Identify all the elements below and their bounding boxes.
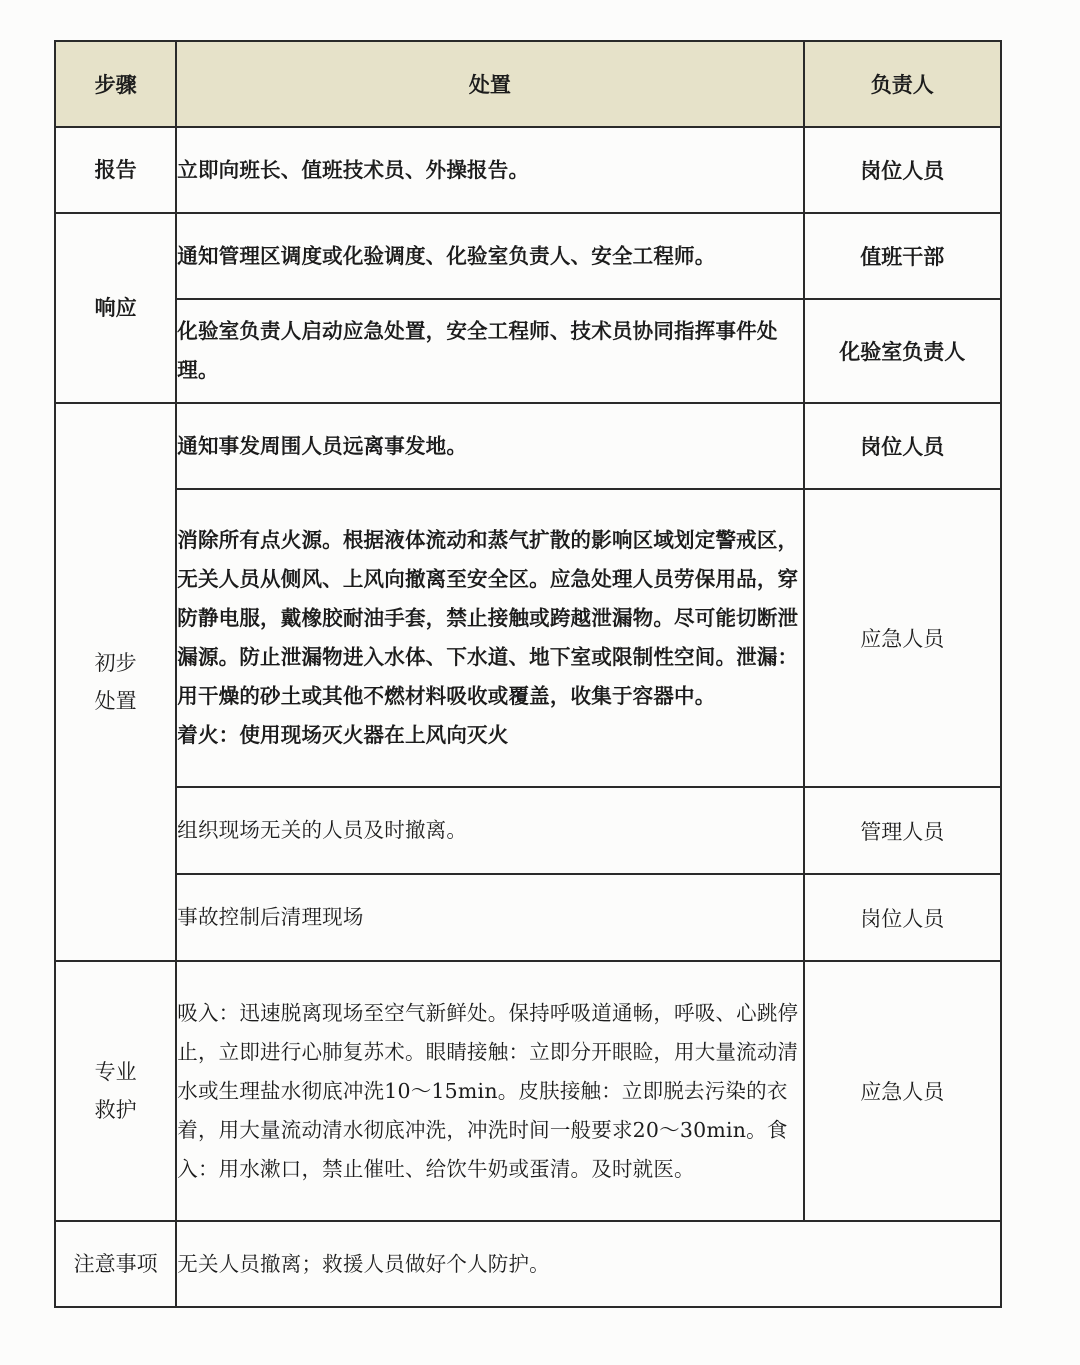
- step-notes: 注意事项: [55, 1221, 176, 1307]
- table-row: [55, 127, 1001, 213]
- owner-initial-3: 管理人员: [804, 787, 1001, 874]
- header-action: 处置: [176, 41, 803, 127]
- step-report: 报告: [55, 127, 176, 213]
- step-initial: 初步 处置: [55, 403, 176, 961]
- action-response-1: 通知管理区调度或化验调度、化验室负责人、安全工程师。: [176, 213, 803, 299]
- table-header-row: [55, 41, 1001, 127]
- table-row: [55, 961, 1001, 1221]
- action-report: 立即向班长、值班技术员、外操报告。: [176, 127, 803, 213]
- header-step: 步骤: [55, 41, 176, 127]
- header-owner: 负责人: [804, 41, 1001, 127]
- table-row: [55, 787, 1001, 874]
- step-rescue: 专业 救护: [55, 961, 176, 1221]
- action-notes: 无关人员撤离；救援人员做好个人防护。: [176, 1221, 1001, 1307]
- action-response-2: 化验室负责人启动应急处置，安全工程师、技术员协同指挥事件处理。: [176, 299, 803, 403]
- action-initial-2: 消除所有点火源。根据液体流动和蒸气扩散的影响区域划定警戒区，无关人员从侧风、上风向撤离至安全区。应急处理人员劳保用品，穿防静电服，戴橡胶耐油手套，禁止接触或跨越泄漏物。尽可能切断泄漏源。防止泄漏物进入水体、下水道、地下室或限制性空间。泄漏：用干燥的砂土或其他不燃材料吸收或覆盖，收集于容器中。 着火：使用现场灭火器在上风向灭火: [176, 489, 803, 787]
- owner-report: 岗位人员: [804, 127, 1001, 213]
- table-row: [55, 403, 1001, 489]
- table-row: [55, 489, 1001, 787]
- table-row: [55, 1221, 1001, 1307]
- owner-initial-1: 岗位人员: [804, 403, 1001, 489]
- action-rescue: 吸入：迅速脱离现场至空气新鲜处。保持呼吸道通畅，呼吸、心跳停止，立即进行心肺复苏术。眼睛接触：立即分开眼睑，用大量流动清水或生理盐水彻底冲洗10～15min。皮肤接触：立即脱去污染的衣着，用大量流动清水彻底冲洗，冲洗时间一般要求20～30min。食入：用水漱口，禁止催吐、给饮牛奶或蛋清。及时就医。: [176, 961, 803, 1221]
- table-row: [55, 213, 1001, 299]
- owner-response-2: 化验室负责人: [804, 299, 1001, 403]
- owner-response-1: 值班干部: [804, 213, 1001, 299]
- table-row: [55, 874, 1001, 961]
- table-row: [55, 299, 1001, 403]
- step-response: 响应: [55, 213, 176, 403]
- action-initial-3: 组织现场无关的人员及时撤离。: [176, 787, 803, 874]
- emergency-procedure-table: [54, 40, 1002, 1308]
- owner-initial-2: 应急人员: [804, 489, 1001, 787]
- owner-initial-4: 岗位人员: [804, 874, 1001, 961]
- action-initial-1: 通知事发周围人员远离事发地。: [176, 403, 803, 489]
- action-initial-4: 事故控制后清理现场: [176, 874, 803, 961]
- owner-rescue: 应急人员: [804, 961, 1001, 1221]
